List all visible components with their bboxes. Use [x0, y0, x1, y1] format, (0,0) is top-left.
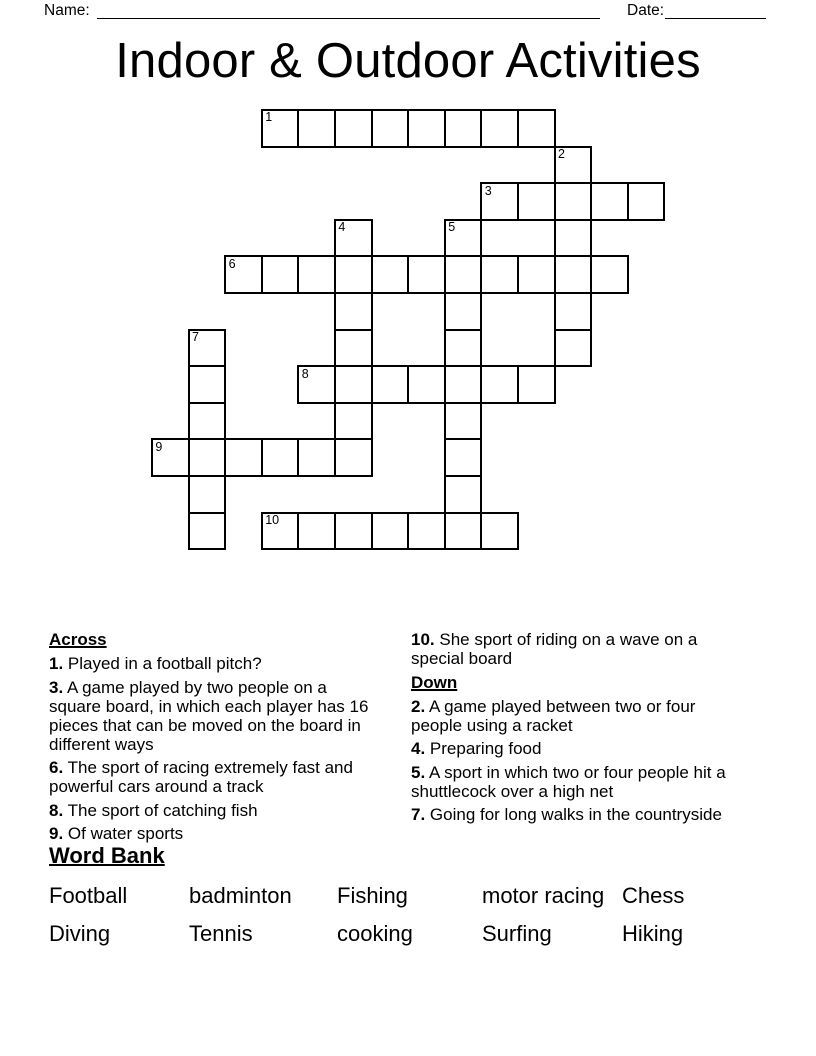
cell-number: 2 — [558, 147, 565, 161]
crossword-cell — [334, 512, 373, 551]
word-bank-word: badminton — [189, 883, 292, 908]
clue-text: A game played between two or four people using a racket — [411, 696, 696, 735]
word-bank-list — [49, 883, 684, 947]
clue-across-3 — [49, 678, 381, 754]
crossword-cell — [297, 512, 336, 551]
crossword-cell — [444, 255, 483, 294]
date-blank-line — [665, 0, 766, 19]
crossword-cell — [334, 255, 373, 294]
clue-text: Played in a football pitch? — [63, 654, 262, 673]
word-bank-word: cooking — [337, 921, 413, 946]
clue-text: Of water sports — [63, 824, 184, 843]
crossword-cell — [334, 219, 373, 258]
crossword-cell — [188, 438, 227, 477]
cell-number: 7 — [192, 330, 199, 344]
crossword-cell — [371, 512, 410, 551]
clue-text: She sport of riding on a wave on a special board — [411, 630, 698, 668]
clue-number: 3. — [49, 677, 64, 697]
crossword-cell — [334, 438, 373, 477]
word-bank-word: Chess — [622, 883, 685, 908]
cell-number: 8 — [301, 366, 309, 381]
crossword-cell — [480, 365, 519, 404]
crossword-cell — [517, 365, 556, 404]
crossword-cell — [297, 438, 336, 477]
crossword-cell — [590, 255, 629, 294]
clue-across-10 — [411, 630, 747, 668]
crossword-cell — [188, 512, 227, 551]
crossword-cell — [261, 109, 300, 148]
crossword-cell — [334, 292, 373, 331]
crossword-cell — [554, 146, 593, 185]
crossword-cell — [444, 475, 483, 514]
crossword-cell — [444, 512, 483, 551]
crossword-cell — [554, 292, 593, 331]
crossword-cell — [261, 438, 300, 477]
crossword-cell — [480, 512, 519, 551]
clue-text: A game played by two people on a square board, in which each player has 16 pieces that can be moved on the board in different ways — [49, 677, 369, 754]
crossword-cell — [224, 438, 263, 477]
cell-number: 6 — [228, 256, 236, 271]
word-bank-word: Football — [49, 883, 128, 908]
cell-number: 4 — [338, 220, 346, 235]
word-bank-word: motor racing — [482, 883, 605, 908]
clue-number: 6. — [49, 758, 64, 777]
crossword-cell — [188, 329, 227, 368]
clue-across-6 — [49, 758, 381, 796]
crossword-cell — [371, 365, 410, 404]
crossword-cell — [517, 182, 556, 221]
crossword-cell — [480, 109, 519, 148]
crossword-cell — [407, 109, 446, 148]
crossword-cell — [334, 402, 373, 441]
crossword-cell — [517, 255, 556, 294]
crossword-cell — [297, 365, 336, 404]
crossword-cell — [444, 438, 483, 477]
crossword-cell — [224, 255, 263, 294]
clue-number: 5. — [411, 762, 426, 782]
crossword-cell — [444, 329, 483, 368]
clue-across-8 — [49, 801, 381, 820]
crossword-cell — [188, 475, 227, 514]
crossword-cell — [371, 255, 410, 294]
crossword-cell — [407, 365, 446, 404]
crossword-cell — [480, 182, 519, 221]
word-bank-word: Tennis — [189, 921, 253, 946]
clue-text: A sport in which two or four people hit a shuttlecock over a high net — [411, 762, 726, 801]
crossword-cell — [627, 182, 666, 221]
clue-across-9 — [49, 824, 381, 843]
word-bank-word: Surfing — [482, 921, 552, 946]
crossword-cell — [297, 109, 336, 148]
clue-number: 9. — [49, 824, 64, 843]
crossword-cell — [297, 255, 336, 294]
cell-number: 3 — [484, 183, 492, 198]
crossword-cell — [188, 365, 227, 404]
date-label: Date: — [627, 2, 665, 19]
name-label: Name: — [44, 2, 90, 19]
clue-text: The sport of racing extremely fast and powerful cars around a track — [49, 758, 353, 796]
crossword-cell — [334, 109, 373, 148]
clue-down-4 — [411, 739, 747, 758]
crossword-cell — [371, 109, 410, 148]
crossword-cell — [188, 402, 227, 441]
word-bank-word: Fishing — [337, 883, 408, 908]
clue-number: 10. — [411, 630, 435, 649]
clue-number: 1. — [49, 654, 64, 673]
cell-number: 5 — [448, 220, 456, 235]
crossword-cell — [444, 402, 483, 441]
crossword-cell — [444, 365, 483, 404]
clue-text: Preparing food — [425, 739, 542, 758]
crossword-cell — [407, 255, 446, 294]
worksheet-title: Indoor & Outdoor Activities — [115, 34, 701, 88]
clues-left-column — [49, 630, 381, 848]
clue-down-7 — [411, 805, 747, 824]
clue-across-1 — [49, 654, 381, 673]
crossword-cell — [334, 329, 373, 368]
clue-down-5 — [411, 763, 747, 801]
clue-number: 8. — [49, 800, 64, 820]
clue-text: Going for long walks in the countryside — [425, 805, 722, 824]
word-bank-word: Hiking — [622, 921, 684, 946]
crossword-cell — [554, 182, 593, 221]
crossword-cell — [554, 255, 593, 294]
crossword-cell — [480, 255, 519, 294]
name-blank-line — [97, 0, 600, 19]
crossword-cell — [334, 365, 373, 404]
cell-number: 10 — [265, 513, 280, 527]
word-bank-heading: Word Bank — [49, 843, 165, 868]
crossword-cell — [444, 219, 483, 258]
crossword-cell — [444, 292, 483, 331]
down-heading: Down — [411, 672, 458, 692]
crossword-cell — [261, 512, 300, 551]
crossword-cell — [261, 255, 300, 294]
clue-text: The sport of catching fish — [63, 800, 258, 820]
across-heading: Across — [49, 630, 107, 649]
clues-right-column — [411, 630, 747, 829]
crossword-cell — [590, 182, 629, 221]
cell-number: 9 — [155, 439, 163, 454]
clue-number: 7. — [411, 805, 426, 824]
crossword-cell — [517, 109, 556, 148]
cell-number: 1 — [265, 110, 273, 125]
clue-down-2 — [411, 697, 747, 735]
crossword-cell — [554, 329, 593, 368]
crossword-cell — [407, 512, 446, 551]
crossword-cell — [444, 109, 483, 148]
crossword-cell — [151, 438, 190, 477]
crossword-cell — [554, 219, 593, 258]
clue-number: 2. — [411, 696, 426, 716]
word-bank-word: Diving — [49, 921, 111, 946]
clue-number: 4. — [411, 739, 426, 758]
